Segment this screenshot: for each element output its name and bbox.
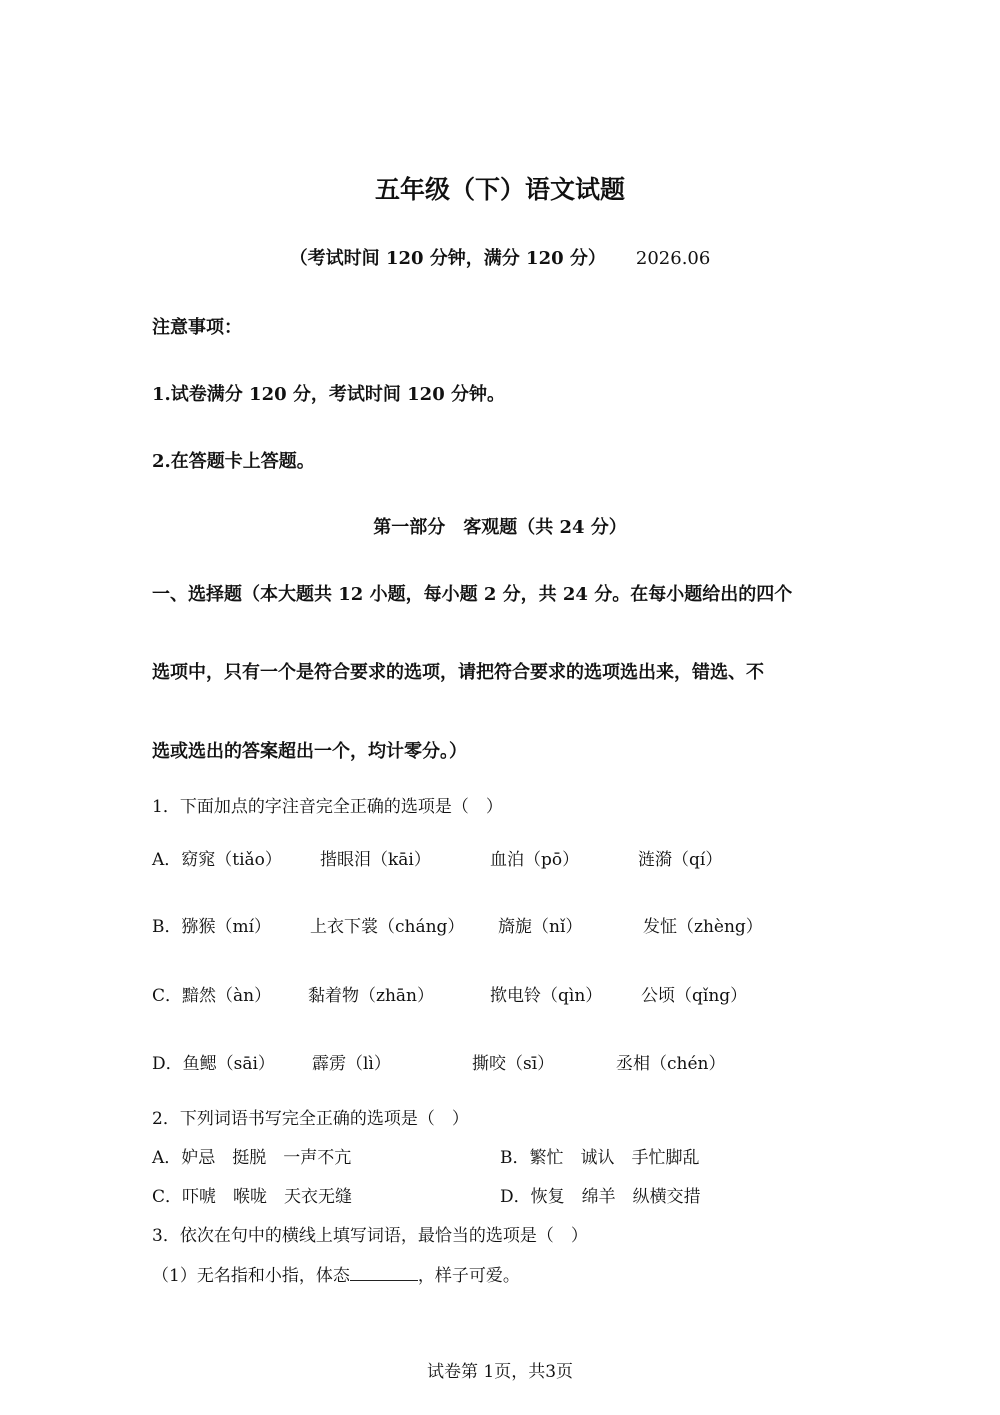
- section-instruction-line-2: 选项中，只有一个是符合要求的选项，请把符合要求的选项选出来，错选、不: [152, 662, 764, 683]
- q1-option-b-4: 发怔（zhèng）: [643, 917, 763, 937]
- question-3-stem: 3．依次在句中的横线上填写词语，最恰当的选项是（ ）: [152, 1226, 588, 1246]
- q1-option-b-3: 旖旎（nǐ）: [498, 917, 583, 937]
- q1-option-a-4: 涟漪（qí）: [638, 850, 723, 870]
- q1-option-a-3: 血泊（pō）: [490, 850, 580, 870]
- notice-item-2: 2.在答题卡上答题。: [152, 451, 315, 472]
- q1-option-c-1: C．黯然（àn）: [152, 986, 272, 1006]
- q2-option-b: B．繁忙 诚认 手忙脚乱: [500, 1148, 700, 1168]
- notice-heading: 注意事项：: [152, 317, 242, 338]
- q1-option-c-2: 黏着物（zhān）: [308, 986, 434, 1006]
- exam-date: 2026.06: [635, 248, 711, 269]
- q2-option-c: C．吓唬 喉咙 天衣无缝: [152, 1187, 353, 1207]
- question-3-item-1: [152, 1261, 520, 1286]
- page-title: 五年级（下）语文试题: [374, 175, 625, 204]
- q1-option-c-4: 公顷（qǐng）: [641, 986, 748, 1006]
- q1-option-c-3: 揿电铃（qìn）: [490, 986, 603, 1006]
- page-footer: 试卷第 1页，共3页: [426, 1362, 574, 1382]
- q3-item-1-after: ，样子可爱。: [417, 1266, 520, 1286]
- q1-option-d-2: 霹雳（lì）: [312, 1054, 391, 1074]
- section-instruction-line-1: 一、选择题（本大题共 12 小题，每小题 2 分，共 24 分。在每小题给出的四个: [152, 584, 793, 605]
- section-instruction-line-3: 选或选出的答案超出一个，均计零分。）: [152, 741, 467, 762]
- q1-option-d-3: 撕咬（sī）: [472, 1054, 555, 1074]
- exam-duration-note: （考试时间 120 分钟，满分 120 分）: [289, 248, 606, 269]
- q1-option-d-1: D．鱼鳃（sāi）: [152, 1054, 275, 1074]
- q3-item-1-before: （1）无名指和小指，体态: [152, 1266, 350, 1286]
- question-2-stem: 2．下列词语书写完全正确的选项是（ ）: [152, 1109, 469, 1129]
- q1-option-b-2: 上衣下裳（cháng）: [310, 917, 465, 937]
- q1-option-b-1: B．猕猴（mí）: [152, 917, 272, 937]
- q1-option-d-4: 丞相（chén）: [616, 1054, 726, 1074]
- notice-item-1: 1.试卷满分 120 分，考试时间 120 分钟。: [152, 384, 506, 405]
- fill-blank: [350, 1262, 418, 1281]
- q2-option-a: A．妒忌 挺脱 一声不亢: [152, 1148, 352, 1168]
- q2-option-d: D．恢复 绵羊 纵横交措: [500, 1187, 701, 1207]
- part-title: 第一部分 客观题（共 24 分）: [373, 517, 627, 538]
- q1-option-a-2: 揩眼泪（kāi）: [320, 850, 431, 870]
- exam-subtitle: [0, 244, 1000, 270]
- q1-option-a-1: A．窈窕（tiǎo）: [152, 850, 282, 870]
- question-1-stem: 1．下面加点的字注音完全正确的选项是（ ）: [152, 797, 503, 817]
